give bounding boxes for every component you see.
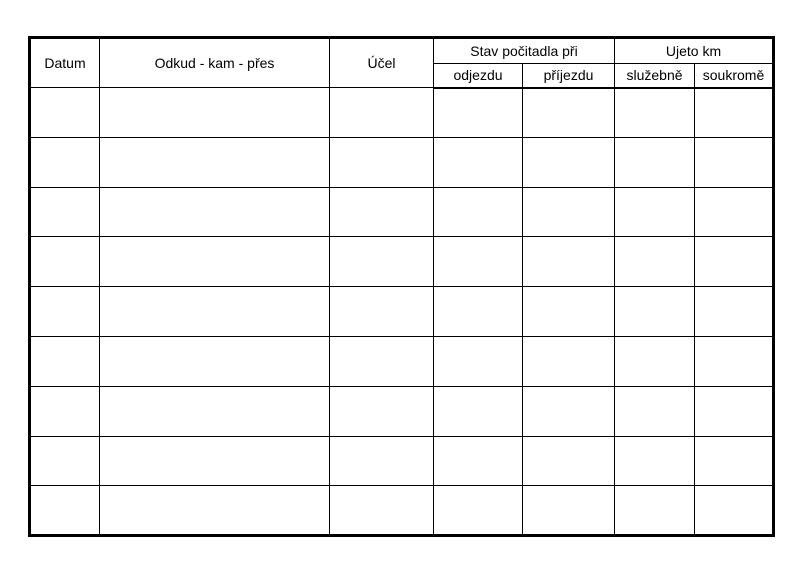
- odometer-arrival-cell[interactable]: [523, 436, 615, 486]
- odometer-arrival-cell[interactable]: [523, 137, 615, 187]
- header-km-business: [615, 64, 695, 88]
- odometer-arrival-cell[interactable]: [523, 486, 615, 536]
- route-cell[interactable]: [100, 137, 330, 187]
- header-odometer-arrival: [523, 64, 615, 88]
- km-business-cell[interactable]: [615, 336, 695, 386]
- header-odometer-arrival-label: příjezdu: [543, 67, 594, 84]
- header-odometer-group: [434, 38, 615, 64]
- purpose-cell[interactable]: [330, 187, 434, 237]
- odometer-departure-cell[interactable]: [434, 386, 523, 436]
- km-private-cell[interactable]: [695, 287, 774, 337]
- odometer-arrival-cell[interactable]: [523, 88, 615, 138]
- purpose-cell[interactable]: [330, 88, 434, 138]
- table-row: [30, 486, 774, 536]
- purpose-cell[interactable]: [330, 237, 434, 287]
- header-km-group-label: Ujeto km: [665, 43, 722, 59]
- purpose-cell[interactable]: [330, 386, 434, 436]
- odometer-departure-cell[interactable]: [434, 237, 523, 287]
- header-purpose: [330, 38, 434, 88]
- km-private-cell[interactable]: [695, 386, 774, 436]
- km-business-cell[interactable]: [615, 137, 695, 187]
- route-cell[interactable]: [100, 386, 330, 436]
- header-route: [100, 38, 330, 88]
- table-row: [30, 187, 774, 237]
- date-cell[interactable]: [30, 88, 100, 138]
- header-km-business-label: služebně: [626, 67, 683, 84]
- odometer-departure-cell[interactable]: [434, 88, 523, 138]
- km-business-cell[interactable]: [615, 88, 695, 138]
- km-business-cell[interactable]: [615, 237, 695, 287]
- km-private-cell[interactable]: [695, 336, 774, 386]
- route-cell[interactable]: [100, 287, 330, 337]
- header-odometer-departure-label: odjezdu: [453, 67, 503, 84]
- odometer-departure-cell[interactable]: [434, 436, 523, 486]
- km-private-cell[interactable]: [695, 436, 774, 486]
- table-row: [30, 436, 774, 486]
- purpose-cell[interactable]: [330, 436, 434, 486]
- odometer-departure-cell[interactable]: [434, 187, 523, 237]
- header-odometer-group-label: Stav počitadla při: [470, 43, 578, 59]
- odometer-departure-cell[interactable]: [434, 336, 523, 386]
- trip-log-table: [28, 36, 775, 537]
- odometer-departure-cell[interactable]: [434, 287, 523, 337]
- table-row: [30, 287, 774, 337]
- km-business-cell[interactable]: [615, 187, 695, 237]
- odometer-arrival-cell[interactable]: [523, 187, 615, 237]
- header-km-group: [615, 38, 774, 64]
- odometer-departure-cell[interactable]: [434, 486, 523, 536]
- odometer-arrival-cell[interactable]: [523, 237, 615, 287]
- table-row: [30, 88, 774, 138]
- odometer-arrival-cell[interactable]: [523, 336, 615, 386]
- header-route-label: Odkud - kam - přes: [154, 55, 275, 71]
- table-body: [30, 88, 774, 536]
- route-cell[interactable]: [100, 436, 330, 486]
- route-cell[interactable]: [100, 237, 330, 287]
- km-business-cell[interactable]: [615, 386, 695, 436]
- route-cell[interactable]: [100, 486, 330, 536]
- km-private-cell[interactable]: [695, 187, 774, 237]
- km-private-cell[interactable]: [695, 137, 774, 187]
- header-purpose-label: Účel: [367, 55, 396, 71]
- header-date-label: Datum: [44, 55, 86, 71]
- odometer-arrival-cell[interactable]: [523, 287, 615, 337]
- purpose-cell[interactable]: [330, 486, 434, 536]
- date-cell[interactable]: [30, 137, 100, 187]
- odometer-arrival-cell[interactable]: [523, 386, 615, 436]
- purpose-cell[interactable]: [330, 336, 434, 386]
- table-header: [30, 38, 774, 88]
- km-business-cell[interactable]: [615, 436, 695, 486]
- km-business-cell[interactable]: [615, 486, 695, 536]
- table-row: [30, 386, 774, 436]
- km-private-cell[interactable]: [695, 237, 774, 287]
- odometer-departure-cell[interactable]: [434, 137, 523, 187]
- date-cell[interactable]: [30, 436, 100, 486]
- date-cell[interactable]: [30, 486, 100, 536]
- table-row: [30, 137, 774, 187]
- header-odometer-departure: [434, 64, 523, 88]
- route-cell[interactable]: [100, 336, 330, 386]
- date-cell[interactable]: [30, 386, 100, 436]
- route-cell[interactable]: [100, 88, 330, 138]
- table-row: [30, 336, 774, 386]
- header-km-private-label: soukromě: [702, 67, 765, 84]
- route-cell[interactable]: [100, 187, 330, 237]
- header-km-private: [695, 64, 774, 88]
- date-cell[interactable]: [30, 336, 100, 386]
- km-business-cell[interactable]: [615, 287, 695, 337]
- km-private-cell[interactable]: [695, 486, 774, 536]
- purpose-cell[interactable]: [330, 137, 434, 187]
- date-cell[interactable]: [30, 237, 100, 287]
- km-private-cell[interactable]: [695, 88, 774, 138]
- header-date: [30, 38, 100, 88]
- table-row: [30, 237, 774, 287]
- date-cell[interactable]: [30, 287, 100, 337]
- date-cell[interactable]: [30, 187, 100, 237]
- purpose-cell[interactable]: [330, 287, 434, 337]
